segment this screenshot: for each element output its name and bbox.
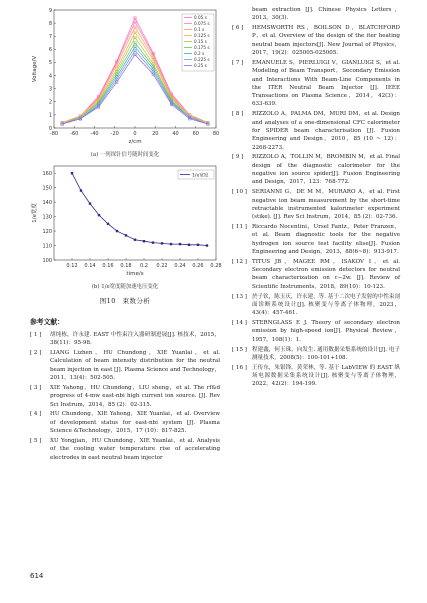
reference-item bbox=[232, 110, 400, 151]
x-tick-label: 0.26 bbox=[192, 263, 204, 269]
reference-item bbox=[232, 223, 400, 256]
x-tick-label: 0.16 bbox=[102, 263, 114, 269]
reference-number: [ 8 ] bbox=[232, 111, 244, 118]
data-point bbox=[161, 242, 163, 244]
x-tick-label: 40 bbox=[172, 131, 179, 137]
x-tick-label: 0.22 bbox=[156, 263, 168, 269]
y-tick-label: 100 bbox=[42, 257, 52, 264]
y-tick-label: 3 bbox=[48, 86, 52, 93]
reference-text: TITUS JB，MAGEE RM，ISAKOV I，et al. Secondary electron emission detectors for neutral beam characterization on c−2w. [J]. Review of Scientific Instruments，2018，89(10)：10-123. bbox=[252, 258, 400, 290]
reference-number: [ 14 ] bbox=[232, 320, 247, 327]
legend-label: 0.175 s bbox=[194, 45, 210, 50]
legend-label: 1/e宽度 bbox=[192, 173, 209, 179]
chart-a-subcaption: (a) 一列探针信号随时间变化 bbox=[90, 152, 160, 158]
legend-label: 0.225 s bbox=[194, 57, 210, 62]
x-tick-label: 0.28 bbox=[210, 263, 222, 269]
reference-item bbox=[232, 6, 400, 23]
y-tick-label: 5 bbox=[48, 60, 52, 67]
data-point bbox=[179, 243, 181, 245]
x-tick-label: -60 bbox=[70, 131, 79, 137]
reference-number: [ 9 ] bbox=[232, 154, 244, 161]
y-tick-label: 9 bbox=[48, 7, 52, 14]
reference-number: [ 12 ] bbox=[232, 258, 247, 265]
reference-text: STERNGLASS E J. Theory of secondary electron emission by high-speed ion[J]. Physical Review，1957，108(1)：1. bbox=[252, 320, 400, 343]
x-tick-label: -40 bbox=[90, 131, 99, 137]
reference-number: [ 7 ] bbox=[232, 59, 244, 66]
x-tick-label: 0.2 bbox=[140, 263, 148, 269]
x-tick-label: 60 bbox=[192, 131, 199, 137]
reference-number: [ 2 ] bbox=[30, 350, 42, 357]
references-heading: 参考文献： bbox=[30, 318, 64, 326]
references-left-column bbox=[30, 331, 220, 463]
data-point bbox=[98, 214, 100, 216]
legend-label: 0.15 s bbox=[194, 39, 207, 44]
data-point bbox=[206, 244, 208, 246]
reference-item bbox=[232, 293, 400, 318]
page-number: 614 bbox=[30, 572, 44, 580]
reference-item bbox=[232, 188, 400, 221]
reference-item bbox=[30, 384, 220, 409]
chart-b-width-vs-time bbox=[30, 162, 220, 280]
x-tick-label: 0.18 bbox=[120, 263, 132, 269]
reference-item bbox=[232, 364, 400, 389]
data-point bbox=[152, 241, 154, 243]
data-point bbox=[116, 230, 118, 232]
y-axis-label: Voltage/V bbox=[32, 55, 38, 83]
reference-number: [ 16 ] bbox=[232, 364, 247, 371]
reference-text: RIZZOLO A，TOLLIN M，BROMBIN M，et al. Final design of the diagnostic calorimeter for the negative ion source spider[J]. Fusion Engineering and Design，2017，123：768-772. bbox=[252, 154, 400, 186]
y-tick-label: 120 bbox=[42, 228, 52, 235]
legend-label: 0.2 s bbox=[194, 51, 205, 56]
reference-number: [ 10 ] bbox=[232, 189, 247, 196]
data-point bbox=[143, 240, 145, 242]
reference-number: [ 11 ] bbox=[232, 223, 247, 230]
y-axis-label: 1/e宽度 bbox=[32, 203, 38, 223]
y-tick-label: 0 bbox=[48, 125, 52, 132]
y-tick-label: 4 bbox=[48, 73, 52, 80]
x-tick-label: 0.12 bbox=[66, 263, 78, 269]
reference-text: 於子钦，陈玉庆，许永建，等. 基于二次电子发射的中性束剖面诊断系统设计[J]. 核聚变与等离子体物理，2023，43(4)：457-461. bbox=[252, 293, 400, 317]
chart-b-subcaption: (b) 1/e宽度随加速电压变化 bbox=[91, 284, 159, 290]
y-tick-label: 7 bbox=[48, 34, 52, 41]
reference-text: beam extraction [J]. Chinese Physics Letters，2013，30(3). bbox=[252, 7, 400, 22]
reference-number: [ 1 ] bbox=[30, 332, 42, 338]
legend-label: 0.25 s bbox=[194, 63, 207, 68]
data-point bbox=[89, 202, 91, 204]
reference-item bbox=[232, 346, 400, 363]
reference-number: [ 15 ] bbox=[232, 346, 247, 353]
legend-label: 0.1 s bbox=[194, 27, 205, 32]
legend-label: 0.05 s bbox=[194, 15, 207, 20]
x-axis-label: z/cm bbox=[128, 139, 142, 145]
reference-item bbox=[30, 410, 220, 435]
reference-text: 程建鑫，何玉珠，向发生. 通用数据采集系统的设计[J]. 电子测量技术，2008(5)：100-101+108. bbox=[252, 346, 400, 361]
x-tick-label: -80 bbox=[49, 131, 59, 137]
references-right-column bbox=[232, 6, 400, 390]
reference-item bbox=[30, 349, 220, 382]
data-point bbox=[188, 244, 190, 246]
y-tick-label: 160 bbox=[42, 171, 52, 178]
reference-text: LIANG Lizhen，HU Chundong，XIE Yuanlai，et al. Calculation of beam intensity distribution for the neutral beam injection in east [J]. Plasma Science and Technology，2011，13(4)：502-505. bbox=[50, 350, 220, 382]
y-tick-label: 2 bbox=[48, 99, 52, 106]
x-tick-label: 0.24 bbox=[174, 263, 186, 269]
reference-item bbox=[232, 24, 400, 57]
reference-text: 胡纯栋，许永建. EAST 中性束注入器研制进展[J]. 核技术，2015，38(11)：95-98. bbox=[50, 332, 220, 347]
data-point bbox=[134, 239, 136, 241]
reference-text: 王传东，朱银锋，黄荣林，等. 基于 LabVIEW 的 EAST 纵场电源数据采集系统设计[J]. 核聚变与等离子体物理，2022，42(2)：194-199. bbox=[252, 364, 400, 388]
reference-item bbox=[30, 331, 220, 348]
reference-number: [ 5 ] bbox=[30, 437, 42, 444]
y-tick-label: 1 bbox=[48, 112, 52, 119]
y-tick-label: 110 bbox=[42, 243, 52, 250]
reference-item bbox=[232, 319, 400, 344]
data-point bbox=[80, 189, 82, 191]
reference-number: [ 4 ] bbox=[30, 411, 42, 418]
legend-label: 0.075 s bbox=[194, 21, 210, 26]
reference-number: [ 3 ] bbox=[30, 384, 42, 391]
y-tick-label: 140 bbox=[42, 199, 52, 206]
reference-text: XU Yongjian，HU Chundong，XIE Yuanlai，et al. Analysis of the cooling water temperature rise of accelerating electrodes in east neutral beam injector bbox=[50, 437, 220, 461]
y-tick-label: 8 bbox=[48, 20, 52, 27]
reference-text: HEMSWORTH RS，BOILSON D，BLATCHFORD P，et al. Overview of the design of the iter heating neutral beam injectors[J]. New Journal of Physics，2017，19(2)：025005-025005. bbox=[252, 25, 400, 57]
x-tick-label: -20 bbox=[110, 131, 119, 137]
reference-number: [ 6 ] bbox=[232, 25, 244, 32]
x-axis-label: time/s bbox=[126, 271, 144, 277]
figure-caption: 图10 束数分析 bbox=[99, 297, 151, 305]
reference-item bbox=[232, 153, 400, 186]
y-tick-label: 6 bbox=[48, 47, 52, 54]
x-tick-label: 0 bbox=[133, 131, 137, 137]
x-tick-label: 0.14 bbox=[84, 263, 96, 269]
y-tick-label: 130 bbox=[42, 214, 52, 221]
reference-item bbox=[232, 258, 400, 291]
data-point bbox=[197, 244, 199, 246]
data-point bbox=[170, 243, 172, 245]
y-tick-label: 150 bbox=[42, 185, 52, 192]
reference-text: XIE Yahong，HU Chundong，LIU sheng，et al. The rf&d progress of 4-mw east-nbi high current ion source. [J]. Rev Sci Instrum，2014，85 (2)：02-315. bbox=[50, 384, 220, 408]
reference-item bbox=[232, 59, 400, 109]
x-tick-label: 80 bbox=[212, 131, 220, 137]
data-point bbox=[71, 172, 73, 174]
reference-text: HU Chundong，XIE Yahong，XIE Yuanlai，et al. Overview of development status for east-nbi system [J]. Plasma Science &Technology，2015，17 (10)：817-825. bbox=[50, 411, 220, 435]
plot-frame bbox=[54, 166, 216, 260]
reference-text: RIZZOLO A，PALMA DM，MURI DM，et al. Design and analyses of a one-dimensional CFC calorimeter for SPIDER beam characterisation [J]. Fusion Engineering and Design，2010，85 (10 ~ 12)：2268-2273. bbox=[252, 111, 400, 151]
reference-number: [ 13 ] bbox=[232, 293, 247, 300]
chart-a-voltage-vs-z bbox=[30, 6, 220, 148]
reference-text: Riccardo Nocentini，Ursel Fantz，Peter Franzen，et al. Beam diagnostic tools for the negative hydrogen ion source test facility elise[J]. Fusion Engineering and Design，2013，88(6~8)：913-917. bbox=[252, 223, 400, 255]
reference-text: SERIANNI G，DE M M，MURARO A，et al. First negative ion beam measurement by the short-time retractable instrumented kalorimeter experiment (stike). [J]. Rev Sci Instrum，2014，85 (2)：02-736. bbox=[252, 189, 400, 221]
reference-text: EMANUELE S，PIERLUIGI V，GIANLUIGI S，et al. Modeling of Beam Transport，Secondary Emission and Interactions With Beam-Line Components in the ITER Neutral Beam Injector [J]. IEEE Transactions on Plasma Science，2014，42(3)：633-639. bbox=[252, 59, 400, 108]
legend-label: 0.125 s bbox=[194, 33, 210, 38]
data-point bbox=[107, 223, 109, 225]
reference-number bbox=[232, 6, 252, 23]
data-point bbox=[125, 234, 127, 236]
reference-item bbox=[30, 437, 220, 462]
x-tick-label: 20 bbox=[152, 131, 159, 137]
